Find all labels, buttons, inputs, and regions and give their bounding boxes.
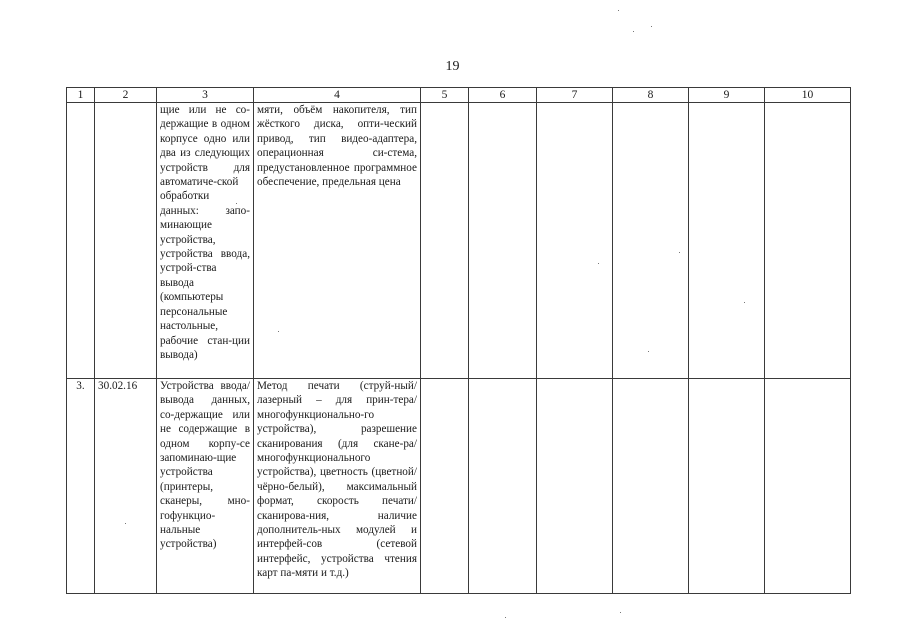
header-cell: 3 bbox=[157, 88, 254, 103]
empty-cell bbox=[421, 103, 469, 379]
table-header-row bbox=[67, 88, 851, 103]
scan-speck bbox=[505, 617, 506, 618]
scan-speck bbox=[744, 302, 745, 303]
item-name-cell: Устройства ввода/вывода данных, со-держащие или не содержащие в одном корпу-се запоминаю-щие устройства (принтеры, сканеры, мно-гофункцио-нальные устройства) bbox=[157, 379, 254, 594]
okpd-code-cell: 30.02.16 bbox=[95, 379, 157, 594]
item-name-cell: щие или не со-держащие в одном корпусе одно или два из следующих устройств для автоматиче-ской обработки данных: запо-минающие устройства, устройства ввода, устрой-ства вывода (компьютеры персональные настольные, рабочие стан-ции вывода) bbox=[157, 103, 254, 379]
page-number: 19 bbox=[445, 59, 460, 74]
scan-speck bbox=[598, 263, 599, 264]
empty-cell bbox=[689, 103, 765, 379]
scan-speck bbox=[679, 252, 680, 253]
scan-speck bbox=[278, 331, 279, 332]
scan-speck bbox=[620, 612, 621, 613]
empty-cell bbox=[537, 379, 613, 594]
row-number-cell bbox=[67, 103, 95, 379]
empty-cell bbox=[537, 103, 613, 379]
empty-cell bbox=[613, 379, 689, 594]
header-cell: 9 bbox=[689, 88, 765, 103]
scan-speck bbox=[618, 10, 619, 11]
empty-cell bbox=[469, 103, 537, 379]
header-cell: 7 bbox=[537, 88, 613, 103]
requirements-table bbox=[66, 87, 851, 594]
okpd-code-cell bbox=[95, 103, 157, 379]
characteristics-cell: мяти, объём накопителя, тип жёсткого диска, опти-ческий привод, тип видео-адаптера, операционная си-стема, предустановленное программное обеспечение, предельная цена bbox=[254, 103, 421, 379]
empty-cell bbox=[469, 379, 537, 594]
scan-speck bbox=[236, 203, 237, 204]
header-cell: 10 bbox=[765, 88, 851, 103]
table-row bbox=[67, 379, 851, 594]
empty-cell bbox=[765, 379, 851, 594]
scan-speck bbox=[125, 523, 126, 524]
table-row bbox=[67, 103, 851, 379]
empty-cell bbox=[689, 379, 765, 594]
empty-cell bbox=[421, 379, 469, 594]
header-cell: 6 bbox=[469, 88, 537, 103]
row-number-cell: 3. bbox=[67, 379, 95, 594]
scan-speck bbox=[651, 26, 652, 27]
header-cell: 5 bbox=[421, 88, 469, 103]
empty-cell bbox=[613, 103, 689, 379]
characteristics-cell: Метод печати (струй-ный/лазерный – для прин-тера/многофункционально-го устройства), разрешение сканирования (для скане-ра/многофункционального устройства), цветность (цветной/чёрно-белый), максимальный формат, скорость печати/сканирова-ния, наличие дополнитель-ных модулей и интерфей-сов (сетевой интерфейс, устройства чтения карт па-мяти и т.д.) bbox=[254, 379, 421, 594]
scan-speck bbox=[648, 351, 649, 352]
header-cell: 4 bbox=[254, 88, 421, 103]
header-cell: 2 bbox=[95, 88, 157, 103]
header-cell: 1 bbox=[67, 88, 95, 103]
scan-speck bbox=[633, 31, 634, 32]
header-cell: 8 bbox=[613, 88, 689, 103]
empty-cell bbox=[765, 103, 851, 379]
